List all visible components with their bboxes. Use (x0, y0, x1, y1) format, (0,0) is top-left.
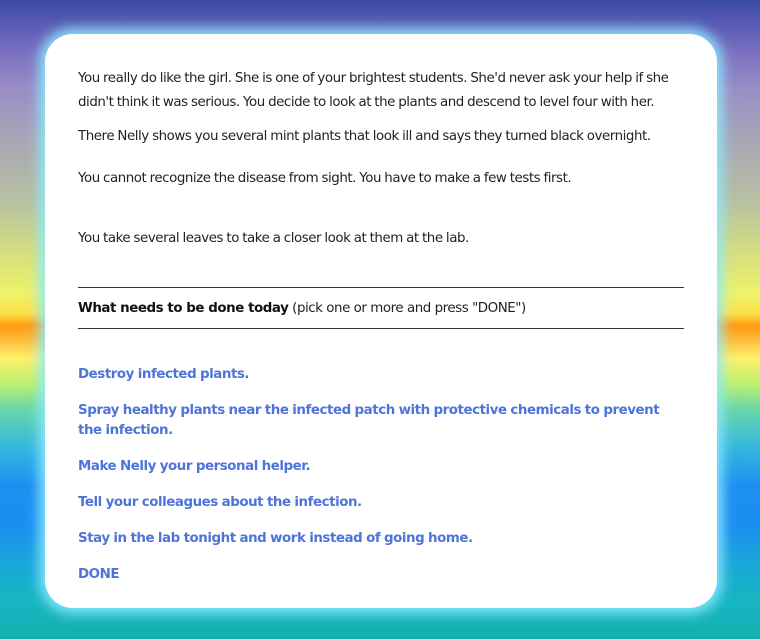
done-button[interactable]: DONE (78, 567, 120, 582)
story-card (45, 34, 717, 608)
choice-nelly-helper[interactable]: Make Nelly your personal helper. (78, 459, 311, 474)
choice-prompt (78, 288, 684, 328)
story-paragraph-4: You take several leaves to take a closer look at them at the lab. (78, 231, 469, 246)
choice-destroy-plants[interactable]: Destroy infected plants. (78, 367, 250, 382)
story-paragraph-1: You really do like the girl. She is one of your brightest students. She'd never ask your help if she didn't think it was serious. You decide to look at the plants and descend to level four with her. (78, 71, 669, 110)
prompt-hint: (pick one or more and press "DONE") (292, 301, 526, 316)
choice-tell-colleagues[interactable]: Tell your colleagues about the infection. (78, 495, 362, 510)
choice-spray-plants[interactable]: Spray healthy plants near the infected patch with protective chemicals to prevent the infection. (78, 403, 660, 438)
divider-bottom (78, 328, 684, 329)
story-paragraph-2: There Nelly shows you several mint plants that look ill and says they turned black overnight. (78, 129, 651, 144)
story-paragraph-3: You cannot recognize the disease from sight. You have to make a few tests first. (78, 171, 572, 186)
choice-stay-in-lab[interactable]: Stay in the lab tonight and work instead of going home. (78, 531, 473, 546)
choice-list (78, 365, 684, 585)
prompt-title: What needs to be done today (78, 301, 289, 316)
